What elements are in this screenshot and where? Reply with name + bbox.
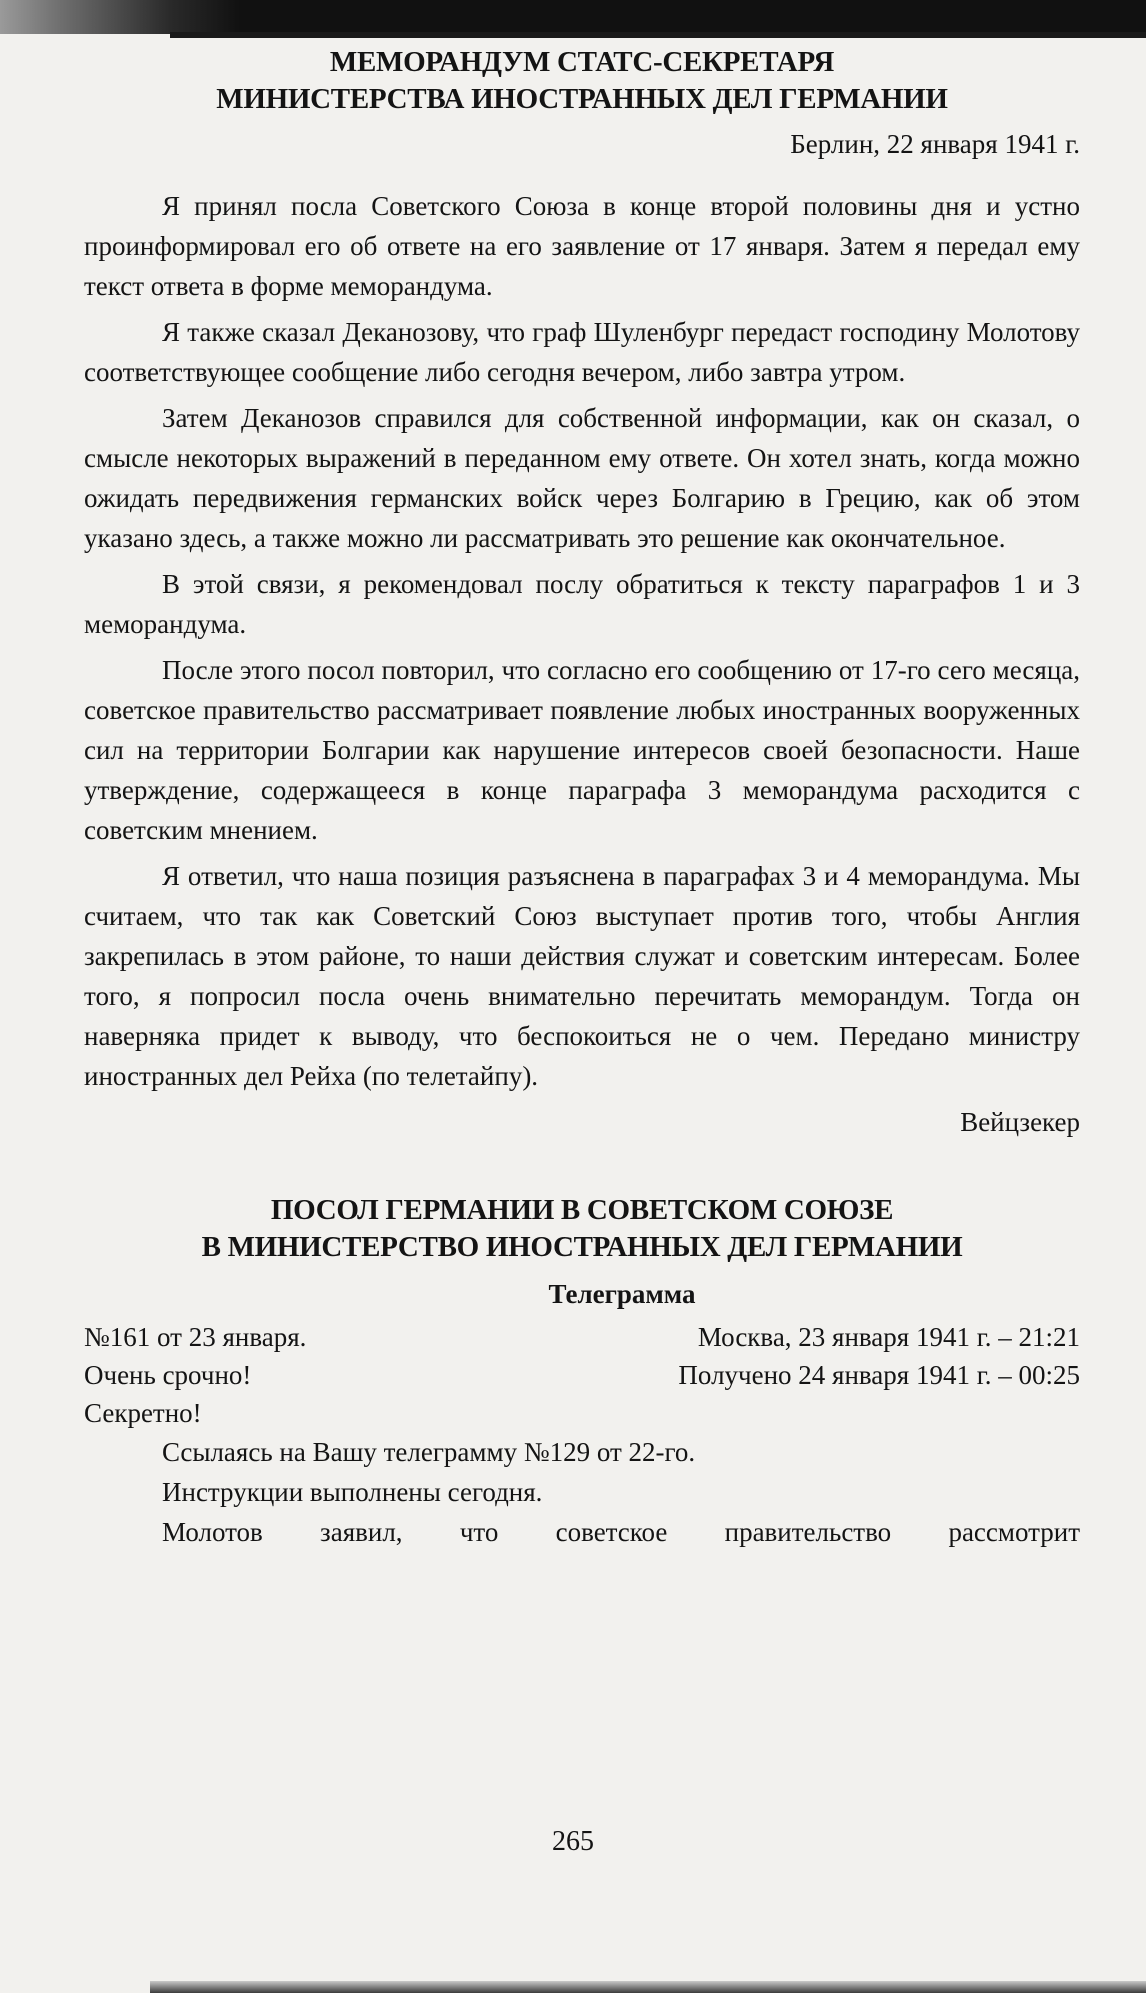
doc1-paragraph-6: Я ответил, что наша позиция разъяснена в параграфах 3 и 4 меморандума. Мы считаем, что так как Советский Союз выступает против того, чтобы Англия закрепилась в этом районе, то наши действия служат и советским интересам. Более того, я попросил посла очень внимательно перечитать меморандум. Тогда он наверняка придет к выводу, что беспокоиться не о чем. Передано министру иностранных дел Рейха (по телетайпу). [84,861,1080,1091]
page-body [84,38,1080,1552]
telegram-urgency: Очень срочно! [84,1360,252,1390]
telegram-line-2: Инструкции выполнены сегодня. [162,1477,543,1507]
telegram-received: Получено 24 января 1941 г. – 00:25 [678,1360,1080,1390]
doc1-title-line2: МИНИСТЕРСТВА ИНОСТРАННЫХ ДЕЛ ГЕРМАНИИ [216,83,948,115]
scan-bottom-edge [150,1981,1146,1993]
doc1-title-line1: МЕМОРАНДУМ СТАТС-СЕКРЕТАРЯ [329,46,835,78]
telegram-meta-row-1 [84,1318,1080,1356]
doc2-document-type: Телеграмма [548,1279,696,1309]
telegram-number: №161 от 23 января. [84,1322,307,1352]
telegram-line-3: Молотов заявил, что советское правительство рассмотрит [162,1517,1080,1547]
doc2-title-line1: ПОСОЛ ГЕРМАНИИ В СОВЕТСКОМ СОЮЗЕ [270,1194,894,1226]
doc1-paragraph-1: Я принял посла Советского Союза в конце второй половины дня и устно проинформировал его об ответе на его заявление от 17 января. Затем я передал ему текст ответа в форме меморандума. [84,191,1080,301]
doc1-paragraph-5: После этого посол повторил, что согласно его сообщению от 17-го сего месяца, советское правительство рассматривает появление любых иностранных вооруженных сил на территории Болгарии как нарушение интересов своей безопасности. Наше утверждение, содержащееся в конце параграфа 3 меморандума расходится с советским мнением. [84,655,1080,845]
doc1-paragraph-4: В этой связи, я рекомендовал послу обратиться к тексту параграфов 1 и 3 меморандума. [84,569,1080,639]
telegram-metadata [84,1318,1080,1432]
doc2-title-line2: В МИНИСТЕРСТВО ИНОСТРАННЫХ ДЕЛ ГЕРМАНИИ [201,1231,963,1263]
doc1-signature: Вейцзекер [960,1107,1080,1137]
doc1-paragraph-3: Затем Деканозов справился для собственной информации, как он сказал, о смысле некоторых выражений в переданном ему ответе. Он хотел знать, когда можно ожидать передвижения германских войск через Болгарию в Грецию, как об этом указано здесь, а также можно ли рассматривать это решение как окончательное. [84,403,1080,553]
scan-top-edge [0,0,1146,34]
telegram-line-1: Ссылаясь на Вашу телеграмму №129 от 22-го. [162,1437,696,1467]
telegram-sent: Москва, 23 января 1941 г. – 21:21 [697,1322,1080,1352]
telegram-meta-row-2 [84,1356,1080,1394]
doc1-paragraph-2: Я также сказал Деканозову, что граф Шуленбург передаст господину Молотову соответствующее сообщение либо сегодня вечером, либо завтра утром. [84,317,1080,387]
doc1-dateline: Берлин, 22 января 1941 г. [790,129,1080,159]
telegram-classification: Секретно! [84,1398,202,1428]
page-number: 265 [552,1826,594,1857]
